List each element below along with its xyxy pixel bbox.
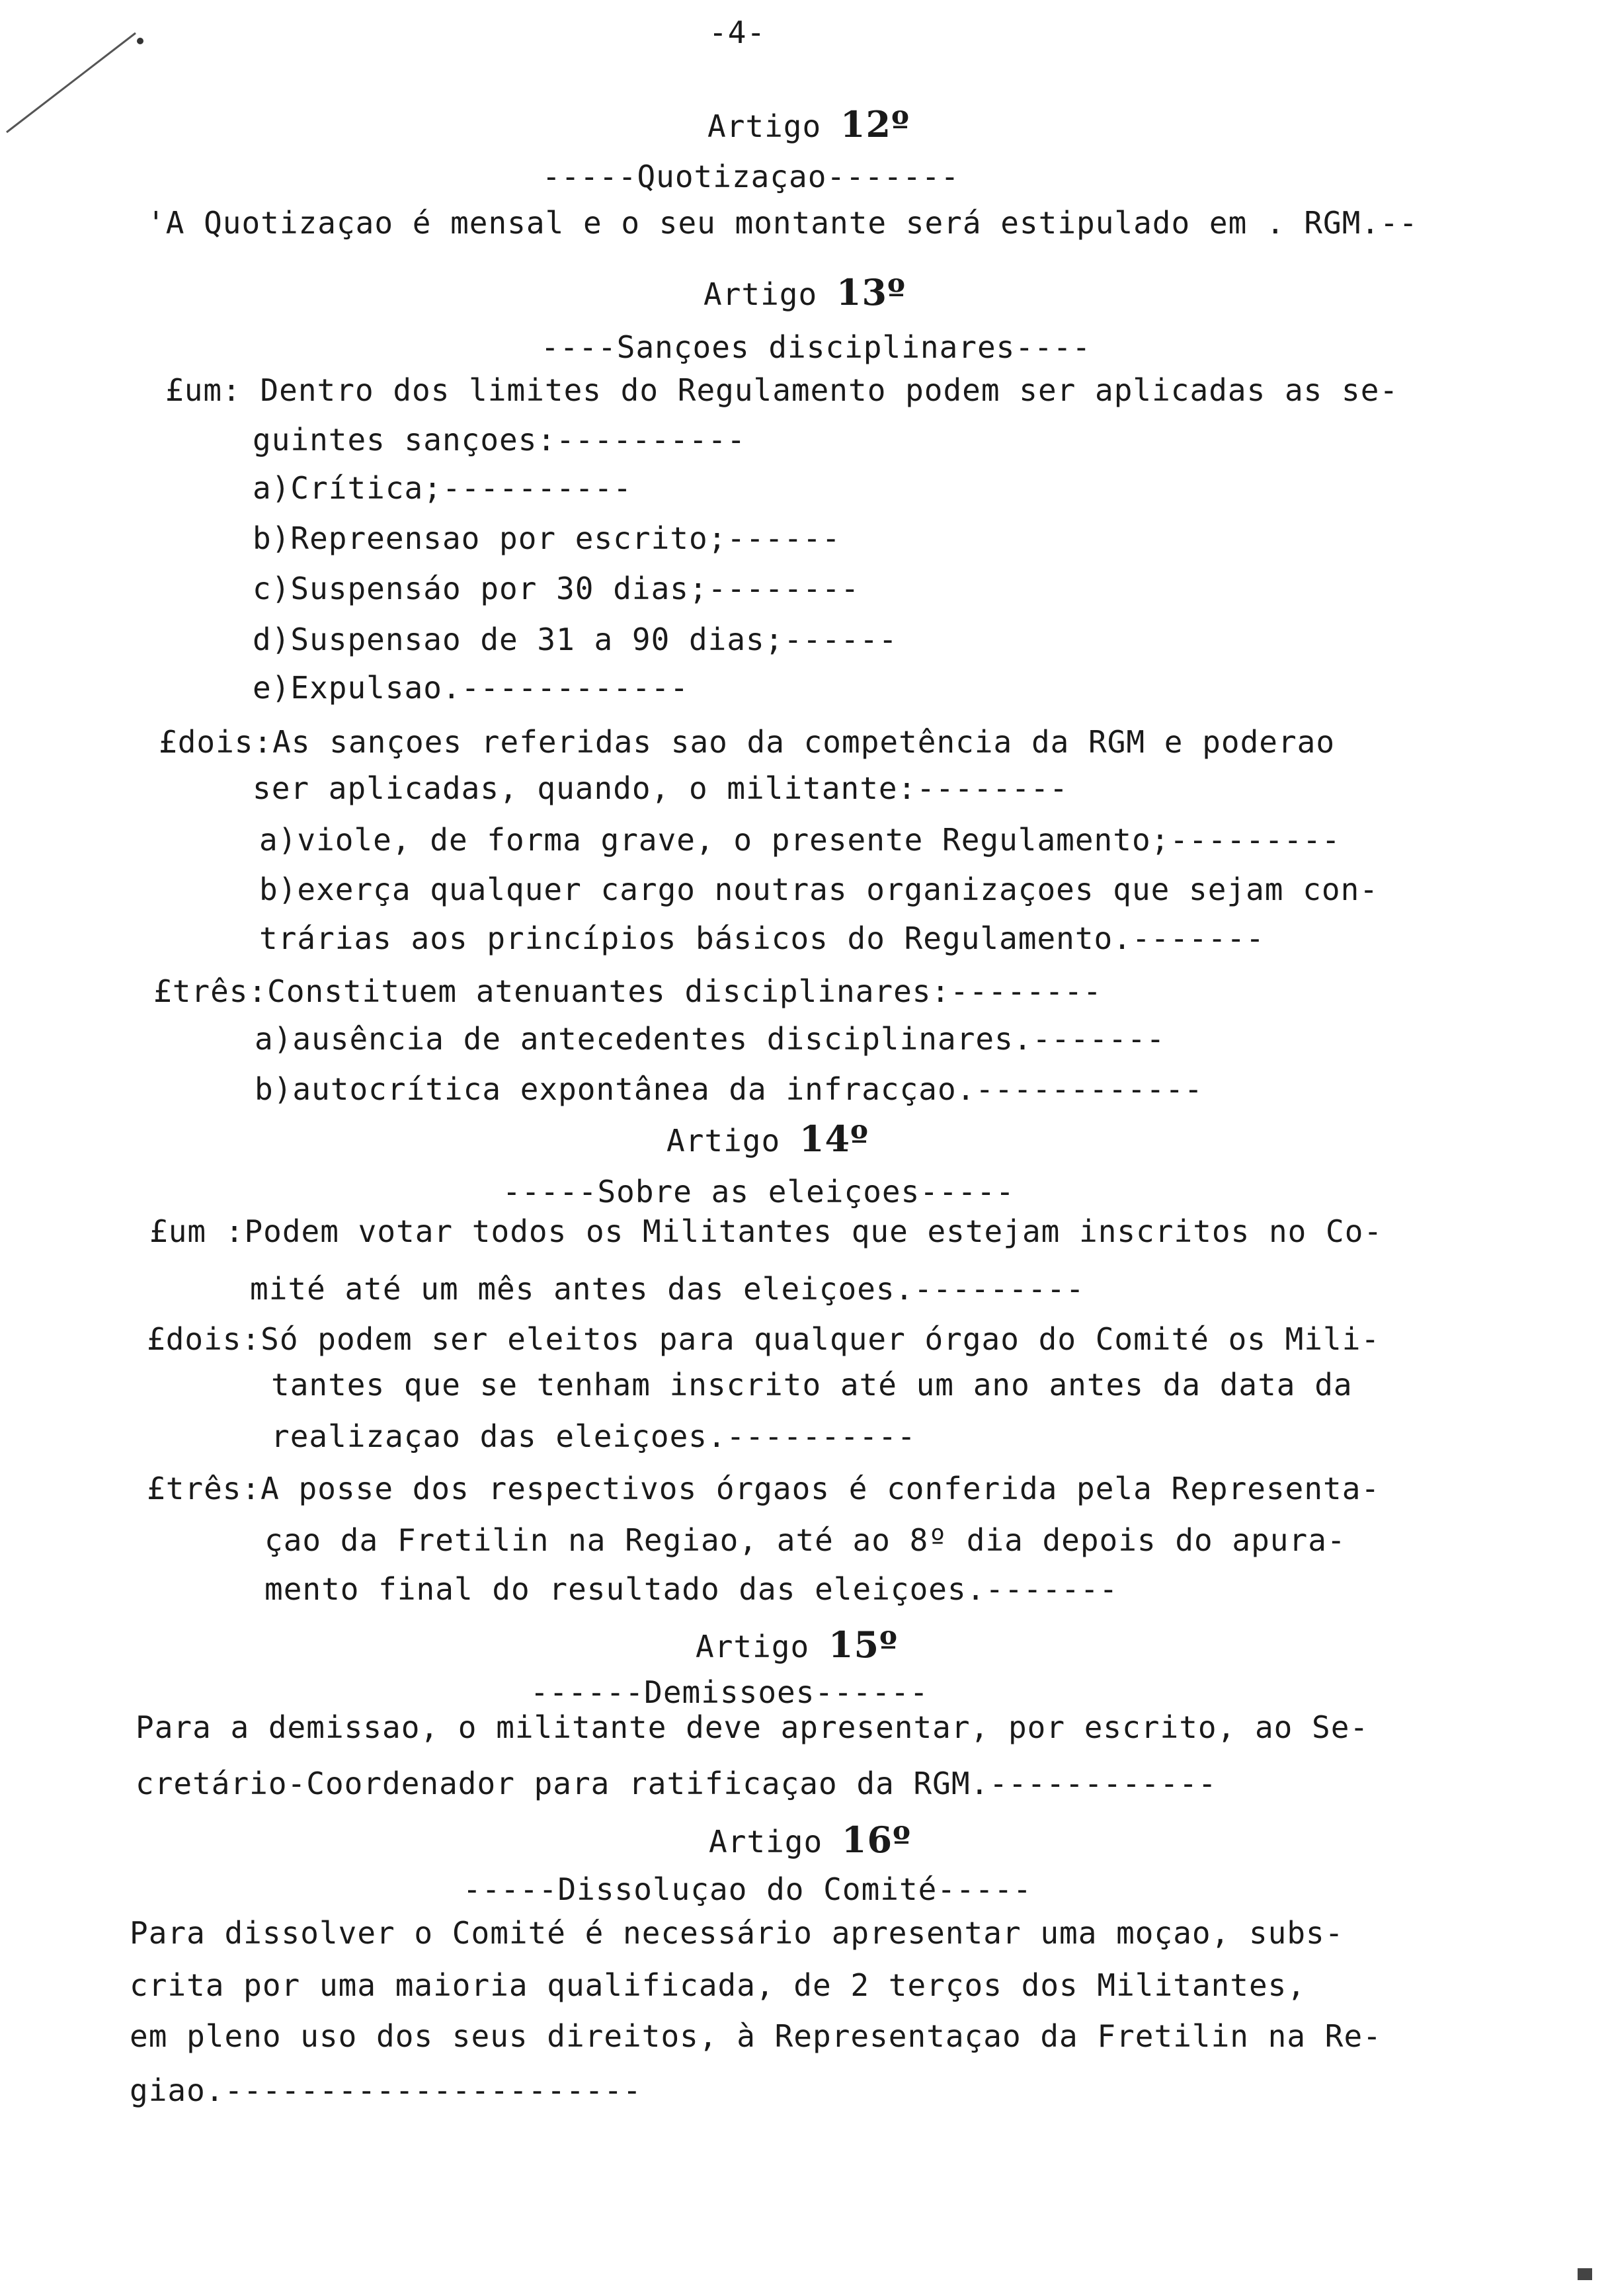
- article-heading: [696, 1623, 898, 1666]
- list-item: a)ausência de antecedentes disciplinares.-------: [255, 1021, 1166, 1057]
- article-number: 13º: [836, 271, 906, 313]
- body-line: mento final do resultado das eleiçoes.-------: [264, 1571, 1119, 1607]
- body-line: £três:A posse dos respectivos órgaos é conferida pela Representa-: [147, 1471, 1381, 1506]
- body-line: tantes que se tenham inscrito até um ano antes da data da: [271, 1367, 1353, 1403]
- article-heading-prefix: Artigo: [704, 276, 836, 312]
- article-heading: [704, 271, 906, 313]
- article-title: -----Sobre as eleiçoes-----: [502, 1174, 1015, 1210]
- list-item: d)Suspensao de 31 a 90 dias;------: [253, 622, 898, 657]
- article-heading-prefix: Artigo: [707, 108, 840, 144]
- article-title: ------Demissoes------: [530, 1674, 929, 1710]
- article-title: -----Dissoluçao do Comité-----: [463, 1871, 1032, 1907]
- body-line: 'A Quotizaçao é mensal e o seu montante será estipulado em . RGM.--: [147, 205, 1418, 241]
- body-line: giao.----------------------: [130, 2072, 642, 2108]
- body-line: Para dissolver o Comité é necessário apresentar uma moçao, subs-: [130, 1915, 1344, 1951]
- list-item: c)Suspensáo por 30 dias;--------: [253, 571, 860, 606]
- article-heading: [666, 1118, 869, 1160]
- list-item: trárias aos princípios básicos do Regulamento.-------: [259, 921, 1265, 956]
- list-item: e)Expulsao.------------: [253, 670, 689, 706]
- article-number: 16º: [841, 1819, 912, 1861]
- body-line: Para a demissao, o militante deve apresentar, por escrito, ao Se-: [136, 1709, 1369, 1745]
- list-item: a)Crítica;----------: [253, 470, 632, 506]
- body-line: em pleno uso dos seus direitos, à Representaçao da Fretilin na Re-: [130, 2018, 1382, 2054]
- body-line: £um: Dentro dos limites do Regulamento podem ser aplicadas as se-: [165, 372, 1399, 408]
- article-heading-prefix: Artigo: [696, 1629, 828, 1664]
- article-heading: [709, 1819, 911, 1861]
- article-heading-prefix: Artigo: [709, 1824, 842, 1860]
- body-line: realizaçao das eleiçoes.----------: [271, 1418, 916, 1454]
- body-line: £dois:Só podem ser eleitos para qualquer órgao do Comité os Mili-: [147, 1321, 1381, 1357]
- article-title: ----Sançoes disciplinares----: [541, 329, 1092, 365]
- body-line: cretário-Coordenador para ratificaçao da RGM.------------: [136, 1766, 1217, 1801]
- body-line: £dois:As sançoes referidas sao da competência da RGM e poderao: [159, 724, 1336, 760]
- body-line: mité até um mês antes das eleiçoes.---------: [250, 1271, 1085, 1307]
- body-line: crita por uma maioria qualificada, de 2 terços dos Militantes,: [130, 1967, 1306, 2003]
- article-number: 14º: [799, 1118, 869, 1160]
- article-title: -----Quotizaçao-------: [542, 159, 960, 194]
- scan-speck: [1574, 2262, 1600, 2288]
- pen-stroke-mark: [0, 0, 159, 145]
- list-item: b)autocrítica expontânea da infracçao.------------: [255, 1071, 1203, 1107]
- article-number: 15º: [828, 1623, 899, 1666]
- body-line: ser aplicadas, quando, o militante:--------: [253, 770, 1068, 806]
- article-number: 12º: [840, 103, 910, 145]
- page-number: -4-: [709, 15, 766, 50]
- article-heading-prefix: Artigo: [666, 1123, 799, 1159]
- list-item: b)exerça qualquer cargo noutras organizaçoes que sejam con-: [259, 872, 1379, 907]
- list-item: b)Repreensao por escrito;------: [253, 520, 841, 556]
- body-line: guintes sançoes:----------: [253, 422, 746, 458]
- list-item: a)viole, de forma grave, o presente Regulamento;---------: [259, 822, 1341, 858]
- body-line: £três:Constituem atenuantes disciplinares:--------: [153, 973, 1102, 1009]
- body-line: çao da Fretilin na Regiao, até ao 8º dia depois do apura-: [264, 1522, 1346, 1558]
- article-heading: [707, 103, 910, 145]
- body-line: £um :Podem votar todos os Militantes que estejam inscritos no Co-: [149, 1213, 1383, 1249]
